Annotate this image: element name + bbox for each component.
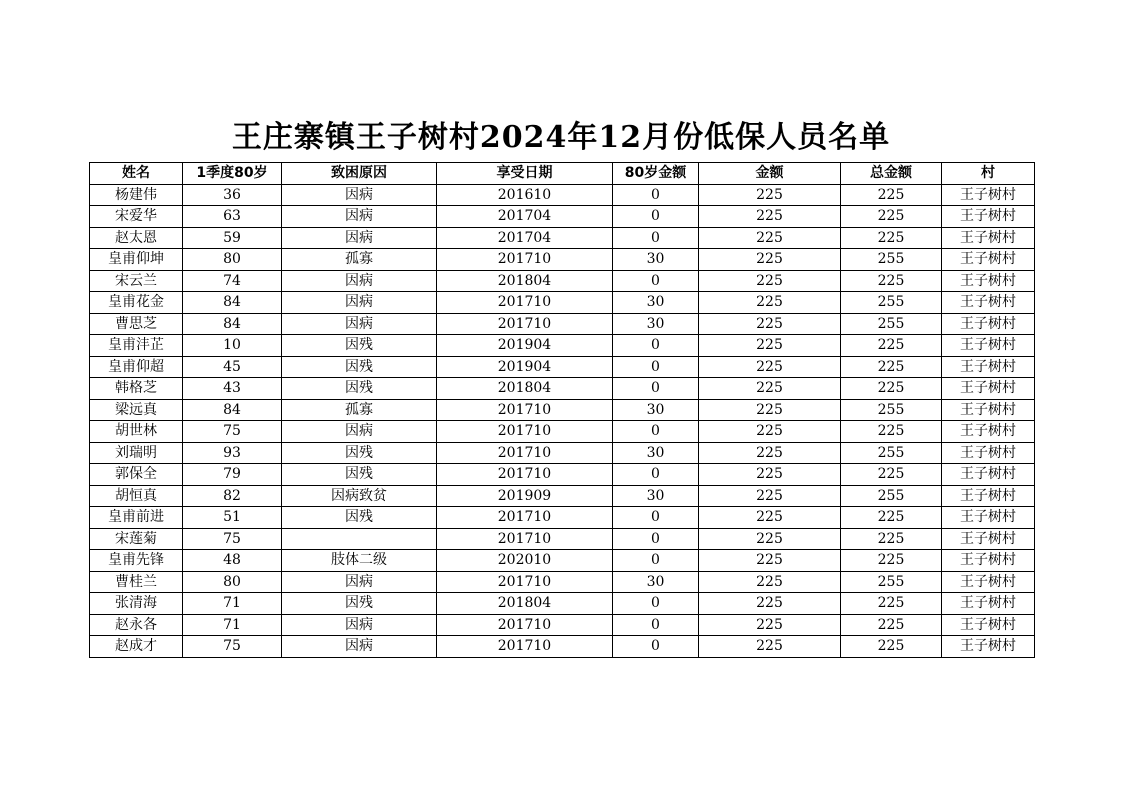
cell-reason: 因病 xyxy=(282,571,437,593)
cell-q1-age: 75 xyxy=(183,528,282,550)
cell-amount: 225 xyxy=(699,636,841,658)
cell-age80-amount: 0 xyxy=(613,184,699,206)
cell-start-date: 201904 xyxy=(437,335,613,357)
cell-q1-age: 74 xyxy=(183,270,282,292)
cell-q1-age: 80 xyxy=(183,249,282,271)
cell-reason: 因病 xyxy=(282,184,437,206)
cell-total-amount: 225 xyxy=(841,507,942,529)
cell-reason: 因病 xyxy=(282,313,437,335)
cell-start-date: 201710 xyxy=(437,249,613,271)
cell-total-amount: 225 xyxy=(841,550,942,572)
cell-total-amount: 255 xyxy=(841,292,942,314)
cell-reason: 因病 xyxy=(282,227,437,249)
cell-name: 宋莲菊 xyxy=(90,528,183,550)
cell-amount: 225 xyxy=(699,292,841,314)
cell-village: 王子树村 xyxy=(942,313,1035,335)
cell-total-amount: 255 xyxy=(841,249,942,271)
cell-name: 皇甫仰坤 xyxy=(90,249,183,271)
cell-amount: 225 xyxy=(699,464,841,486)
cell-amount: 225 xyxy=(699,378,841,400)
cell-start-date: 201710 xyxy=(437,399,613,421)
cell-start-date: 201710 xyxy=(437,313,613,335)
cell-name: 张清海 xyxy=(90,593,183,615)
column-header-amount: 金额 xyxy=(699,163,841,185)
cell-village: 王子树村 xyxy=(942,593,1035,615)
cell-q1-age: 93 xyxy=(183,442,282,464)
cell-start-date: 201904 xyxy=(437,356,613,378)
cell-amount: 225 xyxy=(699,485,841,507)
cell-age80-amount: 30 xyxy=(613,399,699,421)
table-body xyxy=(90,184,1035,657)
table-row xyxy=(90,442,1035,464)
cell-age80-amount: 30 xyxy=(613,442,699,464)
cell-q1-age: 80 xyxy=(183,571,282,593)
cell-name: 曹思芝 xyxy=(90,313,183,335)
cell-start-date: 201610 xyxy=(437,184,613,206)
table-row xyxy=(90,270,1035,292)
cell-reason: 肢体二级 xyxy=(282,550,437,572)
cell-village: 王子树村 xyxy=(942,550,1035,572)
cell-name: 皇甫沣芷 xyxy=(90,335,183,357)
cell-village: 王子树村 xyxy=(942,249,1035,271)
cell-total-amount: 225 xyxy=(841,184,942,206)
cell-reason: 因残 xyxy=(282,464,437,486)
cell-name: 赵太恩 xyxy=(90,227,183,249)
cell-amount: 225 xyxy=(699,421,841,443)
cell-q1-age: 84 xyxy=(183,399,282,421)
table-row xyxy=(90,249,1035,271)
cell-q1-age: 84 xyxy=(183,313,282,335)
cell-village: 王子树村 xyxy=(942,184,1035,206)
cell-reason: 因病 xyxy=(282,614,437,636)
cell-name: 胡世林 xyxy=(90,421,183,443)
table-row xyxy=(90,313,1035,335)
cell-start-date: 201710 xyxy=(437,421,613,443)
cell-name: 刘瑞明 xyxy=(90,442,183,464)
cell-start-date: 201704 xyxy=(437,227,613,249)
cell-village: 王子树村 xyxy=(942,614,1035,636)
cell-name: 宋爱华 xyxy=(90,206,183,228)
column-header-q1-age: 1季度80岁 xyxy=(183,163,282,185)
cell-amount: 225 xyxy=(699,335,841,357)
table-row xyxy=(90,593,1035,615)
cell-reason: 因病致贫 xyxy=(282,485,437,507)
cell-village: 王子树村 xyxy=(942,442,1035,464)
cell-amount: 225 xyxy=(699,184,841,206)
cell-total-amount: 225 xyxy=(841,206,942,228)
cell-amount: 225 xyxy=(699,550,841,572)
column-header-age80-amount: 80岁金额 xyxy=(613,163,699,185)
cell-village: 王子树村 xyxy=(942,335,1035,357)
cell-village: 王子树村 xyxy=(942,571,1035,593)
cell-reason: 因残 xyxy=(282,356,437,378)
cell-age80-amount: 0 xyxy=(613,636,699,658)
cell-amount: 225 xyxy=(699,356,841,378)
cell-village: 王子树村 xyxy=(942,464,1035,486)
cell-q1-age: 84 xyxy=(183,292,282,314)
cell-village: 王子树村 xyxy=(942,206,1035,228)
cell-total-amount: 225 xyxy=(841,227,942,249)
cell-amount: 225 xyxy=(699,442,841,464)
cell-q1-age: 45 xyxy=(183,356,282,378)
cell-reason: 因残 xyxy=(282,378,437,400)
cell-name: 皇甫花金 xyxy=(90,292,183,314)
cell-q1-age: 79 xyxy=(183,464,282,486)
cell-start-date: 201909 xyxy=(437,485,613,507)
cell-age80-amount: 0 xyxy=(613,421,699,443)
table-row xyxy=(90,421,1035,443)
cell-start-date: 201804 xyxy=(437,378,613,400)
cell-total-amount: 255 xyxy=(841,313,942,335)
table-row xyxy=(90,206,1035,228)
cell-village: 王子树村 xyxy=(942,399,1035,421)
cell-start-date: 201710 xyxy=(437,636,613,658)
cell-reason: 因残 xyxy=(282,507,437,529)
cell-q1-age: 48 xyxy=(183,550,282,572)
cell-total-amount: 225 xyxy=(841,528,942,550)
cell-name: 赵成才 xyxy=(90,636,183,658)
cell-age80-amount: 30 xyxy=(613,249,699,271)
cell-age80-amount: 0 xyxy=(613,614,699,636)
cell-start-date: 201710 xyxy=(437,528,613,550)
cell-total-amount: 225 xyxy=(841,614,942,636)
cell-name: 皇甫仰超 xyxy=(90,356,183,378)
cell-age80-amount: 30 xyxy=(613,485,699,507)
cell-village: 王子树村 xyxy=(942,507,1035,529)
cell-amount: 225 xyxy=(699,249,841,271)
cell-reason: 孤寡 xyxy=(282,249,437,271)
cell-total-amount: 225 xyxy=(841,636,942,658)
cell-start-date: 201710 xyxy=(437,442,613,464)
cell-age80-amount: 0 xyxy=(613,335,699,357)
cell-q1-age: 63 xyxy=(183,206,282,228)
cell-start-date: 201710 xyxy=(437,571,613,593)
column-header-reason: 致困原因 xyxy=(282,163,437,185)
cell-start-date: 201710 xyxy=(437,464,613,486)
cell-village: 王子树村 xyxy=(942,378,1035,400)
cell-age80-amount: 0 xyxy=(613,206,699,228)
cell-amount: 225 xyxy=(699,507,841,529)
cell-age80-amount: 30 xyxy=(613,313,699,335)
cell-amount: 225 xyxy=(699,614,841,636)
cell-start-date: 202010 xyxy=(437,550,613,572)
cell-reason xyxy=(282,528,437,550)
table-row xyxy=(90,184,1035,206)
cell-reason: 因病 xyxy=(282,206,437,228)
cell-village: 王子树村 xyxy=(942,528,1035,550)
cell-total-amount: 225 xyxy=(841,356,942,378)
table-row xyxy=(90,292,1035,314)
cell-total-amount: 255 xyxy=(841,399,942,421)
cell-age80-amount: 30 xyxy=(613,571,699,593)
cell-q1-age: 43 xyxy=(183,378,282,400)
cell-start-date: 201710 xyxy=(437,507,613,529)
table-row xyxy=(90,614,1035,636)
cell-village: 王子树村 xyxy=(942,356,1035,378)
cell-name: 韩格芝 xyxy=(90,378,183,400)
cell-q1-age: 75 xyxy=(183,421,282,443)
cell-name: 胡恒真 xyxy=(90,485,183,507)
cell-reason: 因病 xyxy=(282,270,437,292)
cell-q1-age: 59 xyxy=(183,227,282,249)
cell-total-amount: 255 xyxy=(841,571,942,593)
cell-age80-amount: 0 xyxy=(613,507,699,529)
cell-reason: 因残 xyxy=(282,593,437,615)
cell-reason: 因残 xyxy=(282,442,437,464)
cell-age80-amount: 0 xyxy=(613,528,699,550)
cell-q1-age: 36 xyxy=(183,184,282,206)
cell-village: 王子树村 xyxy=(942,485,1035,507)
cell-amount: 225 xyxy=(699,399,841,421)
table-row xyxy=(90,399,1035,421)
cell-name: 梁远真 xyxy=(90,399,183,421)
cell-name: 赵永各 xyxy=(90,614,183,636)
column-header-name: 姓名 xyxy=(90,163,183,185)
cell-village: 王子树村 xyxy=(942,636,1035,658)
table-row xyxy=(90,571,1035,593)
cell-q1-age: 71 xyxy=(183,614,282,636)
cell-total-amount: 225 xyxy=(841,378,942,400)
cell-amount: 225 xyxy=(699,571,841,593)
cell-age80-amount: 0 xyxy=(613,550,699,572)
cell-name: 皇甫先锋 xyxy=(90,550,183,572)
cell-age80-amount: 0 xyxy=(613,227,699,249)
cell-age80-amount: 0 xyxy=(613,593,699,615)
table-row xyxy=(90,227,1035,249)
cell-name: 杨建伟 xyxy=(90,184,183,206)
table-header-row xyxy=(90,163,1035,185)
cell-start-date: 201804 xyxy=(437,593,613,615)
table-row xyxy=(90,550,1035,572)
cell-name: 宋云兰 xyxy=(90,270,183,292)
cell-age80-amount: 0 xyxy=(613,464,699,486)
cell-amount: 225 xyxy=(699,227,841,249)
cell-amount: 225 xyxy=(699,528,841,550)
cell-q1-age: 10 xyxy=(183,335,282,357)
cell-total-amount: 225 xyxy=(841,270,942,292)
column-header-start-date: 享受日期 xyxy=(437,163,613,185)
table-row xyxy=(90,528,1035,550)
subsistence-allowance-table xyxy=(89,162,1035,658)
column-header-village: 村 xyxy=(942,163,1035,185)
column-header-total-amount: 总金额 xyxy=(841,163,942,185)
cell-reason: 因残 xyxy=(282,335,437,357)
table-row xyxy=(90,335,1035,357)
cell-total-amount: 255 xyxy=(841,442,942,464)
cell-start-date: 201710 xyxy=(437,614,613,636)
cell-age80-amount: 0 xyxy=(613,356,699,378)
cell-q1-age: 82 xyxy=(183,485,282,507)
cell-start-date: 201704 xyxy=(437,206,613,228)
cell-total-amount: 225 xyxy=(841,421,942,443)
cell-reason: 因病 xyxy=(282,421,437,443)
cell-total-amount: 255 xyxy=(841,485,942,507)
cell-amount: 225 xyxy=(699,270,841,292)
cell-village: 王子树村 xyxy=(942,421,1035,443)
cell-village: 王子树村 xyxy=(942,292,1035,314)
cell-total-amount: 225 xyxy=(841,335,942,357)
table-row xyxy=(90,378,1035,400)
cell-age80-amount: 0 xyxy=(613,378,699,400)
cell-amount: 225 xyxy=(699,313,841,335)
table-row xyxy=(90,636,1035,658)
cell-q1-age: 71 xyxy=(183,593,282,615)
cell-age80-amount: 0 xyxy=(613,270,699,292)
cell-name: 郭保全 xyxy=(90,464,183,486)
cell-name: 曹桂兰 xyxy=(90,571,183,593)
cell-total-amount: 225 xyxy=(841,464,942,486)
page-title: 王庄寨镇王子树村2024年12月份低保人员名单 xyxy=(231,120,891,155)
cell-reason: 因病 xyxy=(282,636,437,658)
cell-amount: 225 xyxy=(699,206,841,228)
table-row xyxy=(90,356,1035,378)
cell-q1-age: 51 xyxy=(183,507,282,529)
cell-amount: 225 xyxy=(699,593,841,615)
cell-start-date: 201804 xyxy=(437,270,613,292)
cell-village: 王子树村 xyxy=(942,270,1035,292)
cell-reason: 孤寡 xyxy=(282,399,437,421)
cell-reason: 因病 xyxy=(282,292,437,314)
cell-village: 王子树村 xyxy=(942,227,1035,249)
table-row xyxy=(90,507,1035,529)
cell-total-amount: 225 xyxy=(841,593,942,615)
cell-q1-age: 75 xyxy=(183,636,282,658)
cell-start-date: 201710 xyxy=(437,292,613,314)
table-row xyxy=(90,485,1035,507)
cell-age80-amount: 30 xyxy=(613,292,699,314)
table-row xyxy=(90,464,1035,486)
cell-name: 皇甫前进 xyxy=(90,507,183,529)
